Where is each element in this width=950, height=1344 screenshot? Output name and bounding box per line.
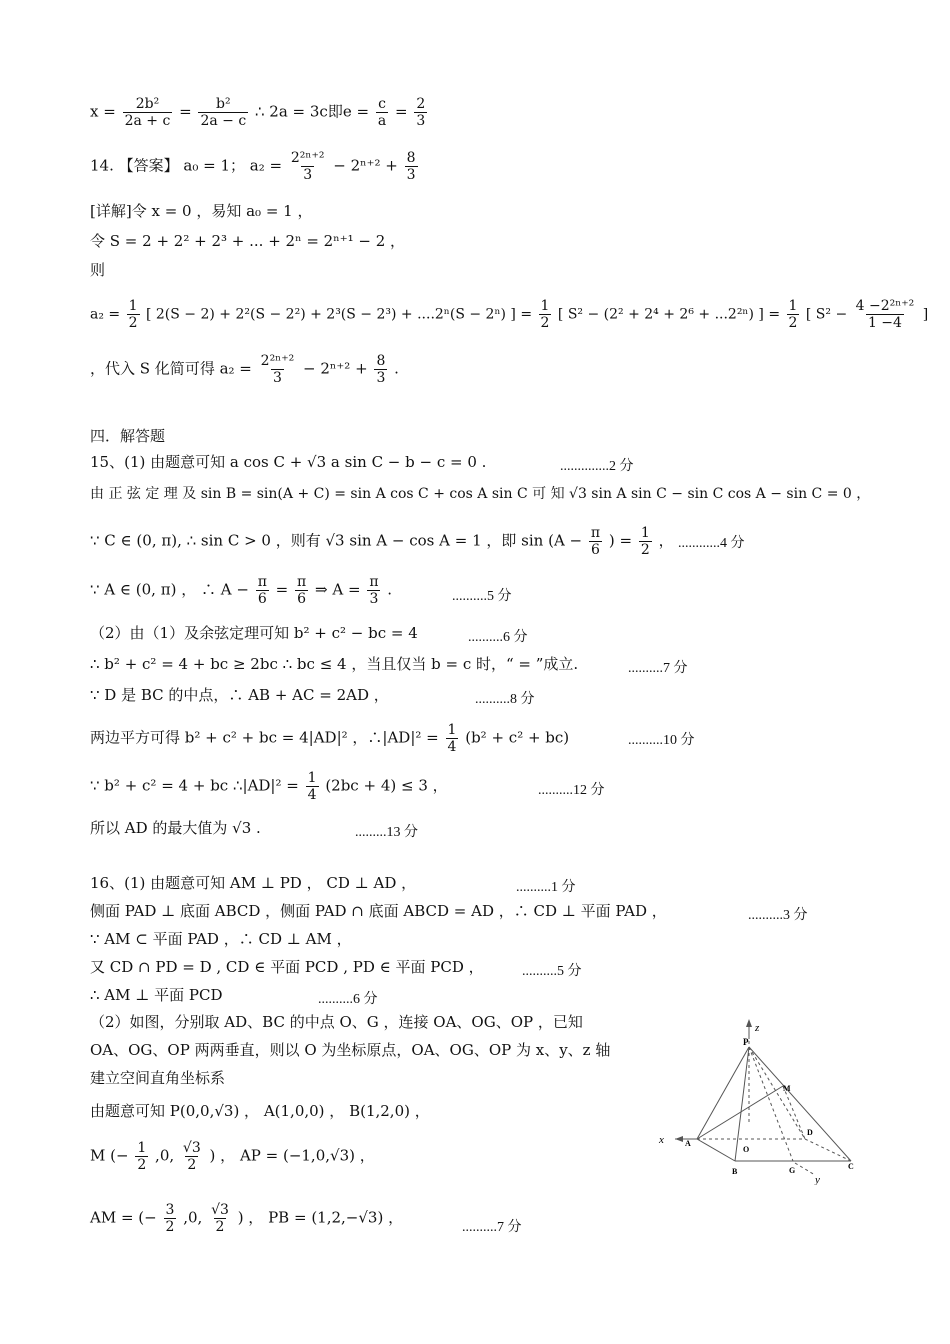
y-axis — [795, 1163, 815, 1175]
q15-line3: ∵ C ∈ (0, π), ∴ sin C > 0 ，则有 √3 sin A − cos A = 1 ，即 sin (A − $\frac{\pi}{6}$ ) = $\frac{1}{2}$ ， — [90, 525, 674, 559]
pyramid-figure — [655, 1015, 865, 1185]
label-b: B — [732, 1167, 738, 1176]
label-z: z — [755, 1022, 760, 1034]
label-y: y — [815, 1174, 820, 1185]
q14-conclusion: ，代入 S 化简可得 a₂ = $\frac{\text{2²ⁿ⁺²}}{3}$ − 2ⁿ⁺² + $\frac{8}{3}$ . — [90, 353, 399, 387]
q15-score3: ............4 分 — [678, 536, 745, 551]
q16-score5: ..........6 分 — [318, 992, 378, 1007]
q16-score4: ..........5 分 — [522, 964, 582, 979]
label-p: P — [743, 1037, 749, 1047]
q15-score8: ..........10 分 — [628, 733, 695, 748]
q15-line7: ∵ D 是 BC 的中点，∴ AB + AC = 2AD ， — [90, 686, 389, 704]
q16-score11: ..........7 分 — [462, 1220, 522, 1235]
q16-line7: OA、OG、OP 两两垂直，则以 O 为坐标原点，OA、OG、OP 为 x、y、z 轴 — [90, 1041, 611, 1059]
q16-line5: ∴ AM ⊥ 平面 PCD — [90, 986, 223, 1004]
q15-score1: ..............2 分 — [560, 459, 634, 474]
q15-line5: （2）由（1）及余弦定理可知 b² + c² − bc = 4 — [90, 624, 418, 642]
q14-detail2: 令 S = 2 + 2² + 2³ + ... + 2ⁿ = 2ⁿ⁺¹ − 2 ， — [90, 232, 406, 250]
label-m: M — [783, 1084, 791, 1093]
q16-line11: AM = (− $\frac{3}{2}$ ,0, $\frac{√3}{2}$ ) ， PB = (1,2,−√3) ， — [90, 1202, 404, 1236]
q16-score1: ..........1 分 — [516, 880, 576, 895]
label-d: D — [807, 1128, 813, 1137]
q15-score10: .........13 分 — [355, 825, 418, 840]
label-o: O — [743, 1145, 750, 1154]
q16-line2: 侧面 PAD ⊥ 底面 ABCD ，侧面 PAD ∩ 底面 ABCD = AD ，∴ CD ⊥ 平面 PAD ， — [90, 902, 667, 920]
section-heading: 四．解答题 — [90, 427, 166, 445]
q15-line10: 所以 AD 的最大值为 √3 . — [90, 819, 261, 837]
q15-line6: ∴ b² + c² = 4 + bc ≥ 2bc ∴ bc ≤ 4 ，当且仅当 b = c 时，“ = ”成立. — [90, 655, 579, 673]
q15-line8: 两边平方可得 b² + c² + bc = 4|AD|² ，∴|AD|² = $\frac{1}{4}$ (b² + c² + bc) — [90, 722, 570, 756]
q15-score6: ..........7 分 — [628, 661, 688, 676]
label-a: A — [685, 1139, 691, 1148]
label-g: G — [789, 1166, 796, 1175]
q15-score5: ..........6 分 — [468, 630, 528, 645]
label-c: C — [848, 1162, 854, 1171]
q15-score7: ..........8 分 — [475, 692, 535, 707]
q16-line8: 建立空间直角坐标系 — [90, 1069, 226, 1087]
q15-line1: 15、(1) 由题意可知 a cos C + √3 a sin C − b − c = 0 . — [90, 453, 487, 471]
q16-line6: （2）如图，分别取 AD、BC 的中点 O、G ，连接 OA、OG、OP ，已知 — [90, 1013, 583, 1031]
q15-score9: ..........12 分 — [538, 783, 605, 798]
q15-score4: ..........5 分 — [452, 589, 512, 604]
q14-detail3: 则 — [90, 261, 106, 279]
label-x: x — [659, 1134, 664, 1146]
q16-line3: ∵ AM ⊂ 平面 PAD ，∴ CD ⊥ AM ， — [90, 930, 352, 948]
q16-score2: ..........3 分 — [748, 908, 808, 923]
q14-answer: 14. 【答案】 a₀ = 1； a₂ = $\frac{\text{2²ⁿ⁺²}}{3}$ − 2ⁿ⁺² + $\frac{8}{3}$ — [90, 150, 416, 184]
q16-line10: M (− $\frac{1}{2}$ ,0, $\frac{√3}{2}$ ) ， AP = (−1,0,√3) ， — [90, 1140, 375, 1174]
q14-long-equation: a₂ = $\frac{1}{2}$ [ 2(S − 2) + 2²(S − 2²) + 2³(S − 2³) + ....2ⁿ(S − 2ⁿ) ] = $\frac{1}{2}$ [ S² − (2² + 2⁴ + 2⁶ + ...2²ⁿ) ] = $\frac{1}{2}$ [ S² − $\frac{\text{4 −2²ⁿ⁺²}}{1 -4}$ ] — [90, 298, 929, 332]
q15-line9: ∵ b² + c² = 4 + bc ∴|AD|² = $\frac{1}{4}$ (2bc + 4) ≤ 3 ， — [90, 770, 448, 804]
q16-line4: 又 CD ∩ PD = D , CD ∈ 平面 PCD , PD ∈ 平面 PCD ， — [90, 958, 484, 976]
q14-detail1: [详解]令 x = 0 ，易知 a₀ = 1 ， — [90, 202, 313, 220]
q16-line1: 16、(1) 由题意可知 AM ⊥ PD ， CD ⊥ AD ， — [90, 874, 417, 892]
q16-line9: 由题意可知 P(0,0,√3) ， A(1,0,0) ， B(1,2,0) ， — [90, 1102, 430, 1120]
q13-line: x = $\frac{\text{2b²}}{2a + c}$ = $\frac{\text{b²}}{2a - c}$ ∴ 2a = 3c即e = $\frac{c}{a}$ = $\frac{2}{3}$ — [90, 96, 426, 130]
q15-line4: ∵ A ∈ (0, π) ， ∴ A − $\frac{\pi}{6}$ = $\frac{\pi}{6}$ ⇒ A = $\frac{\pi}{3}$ . — [90, 574, 393, 608]
q15-line2: 由 正 弦 定 理 及 sin B = sin(A + C) = sin A cos C + cos A sin C 可 知 √3 sin A sin C − sin C cos A − sin C = 0 ， — [90, 486, 871, 502]
